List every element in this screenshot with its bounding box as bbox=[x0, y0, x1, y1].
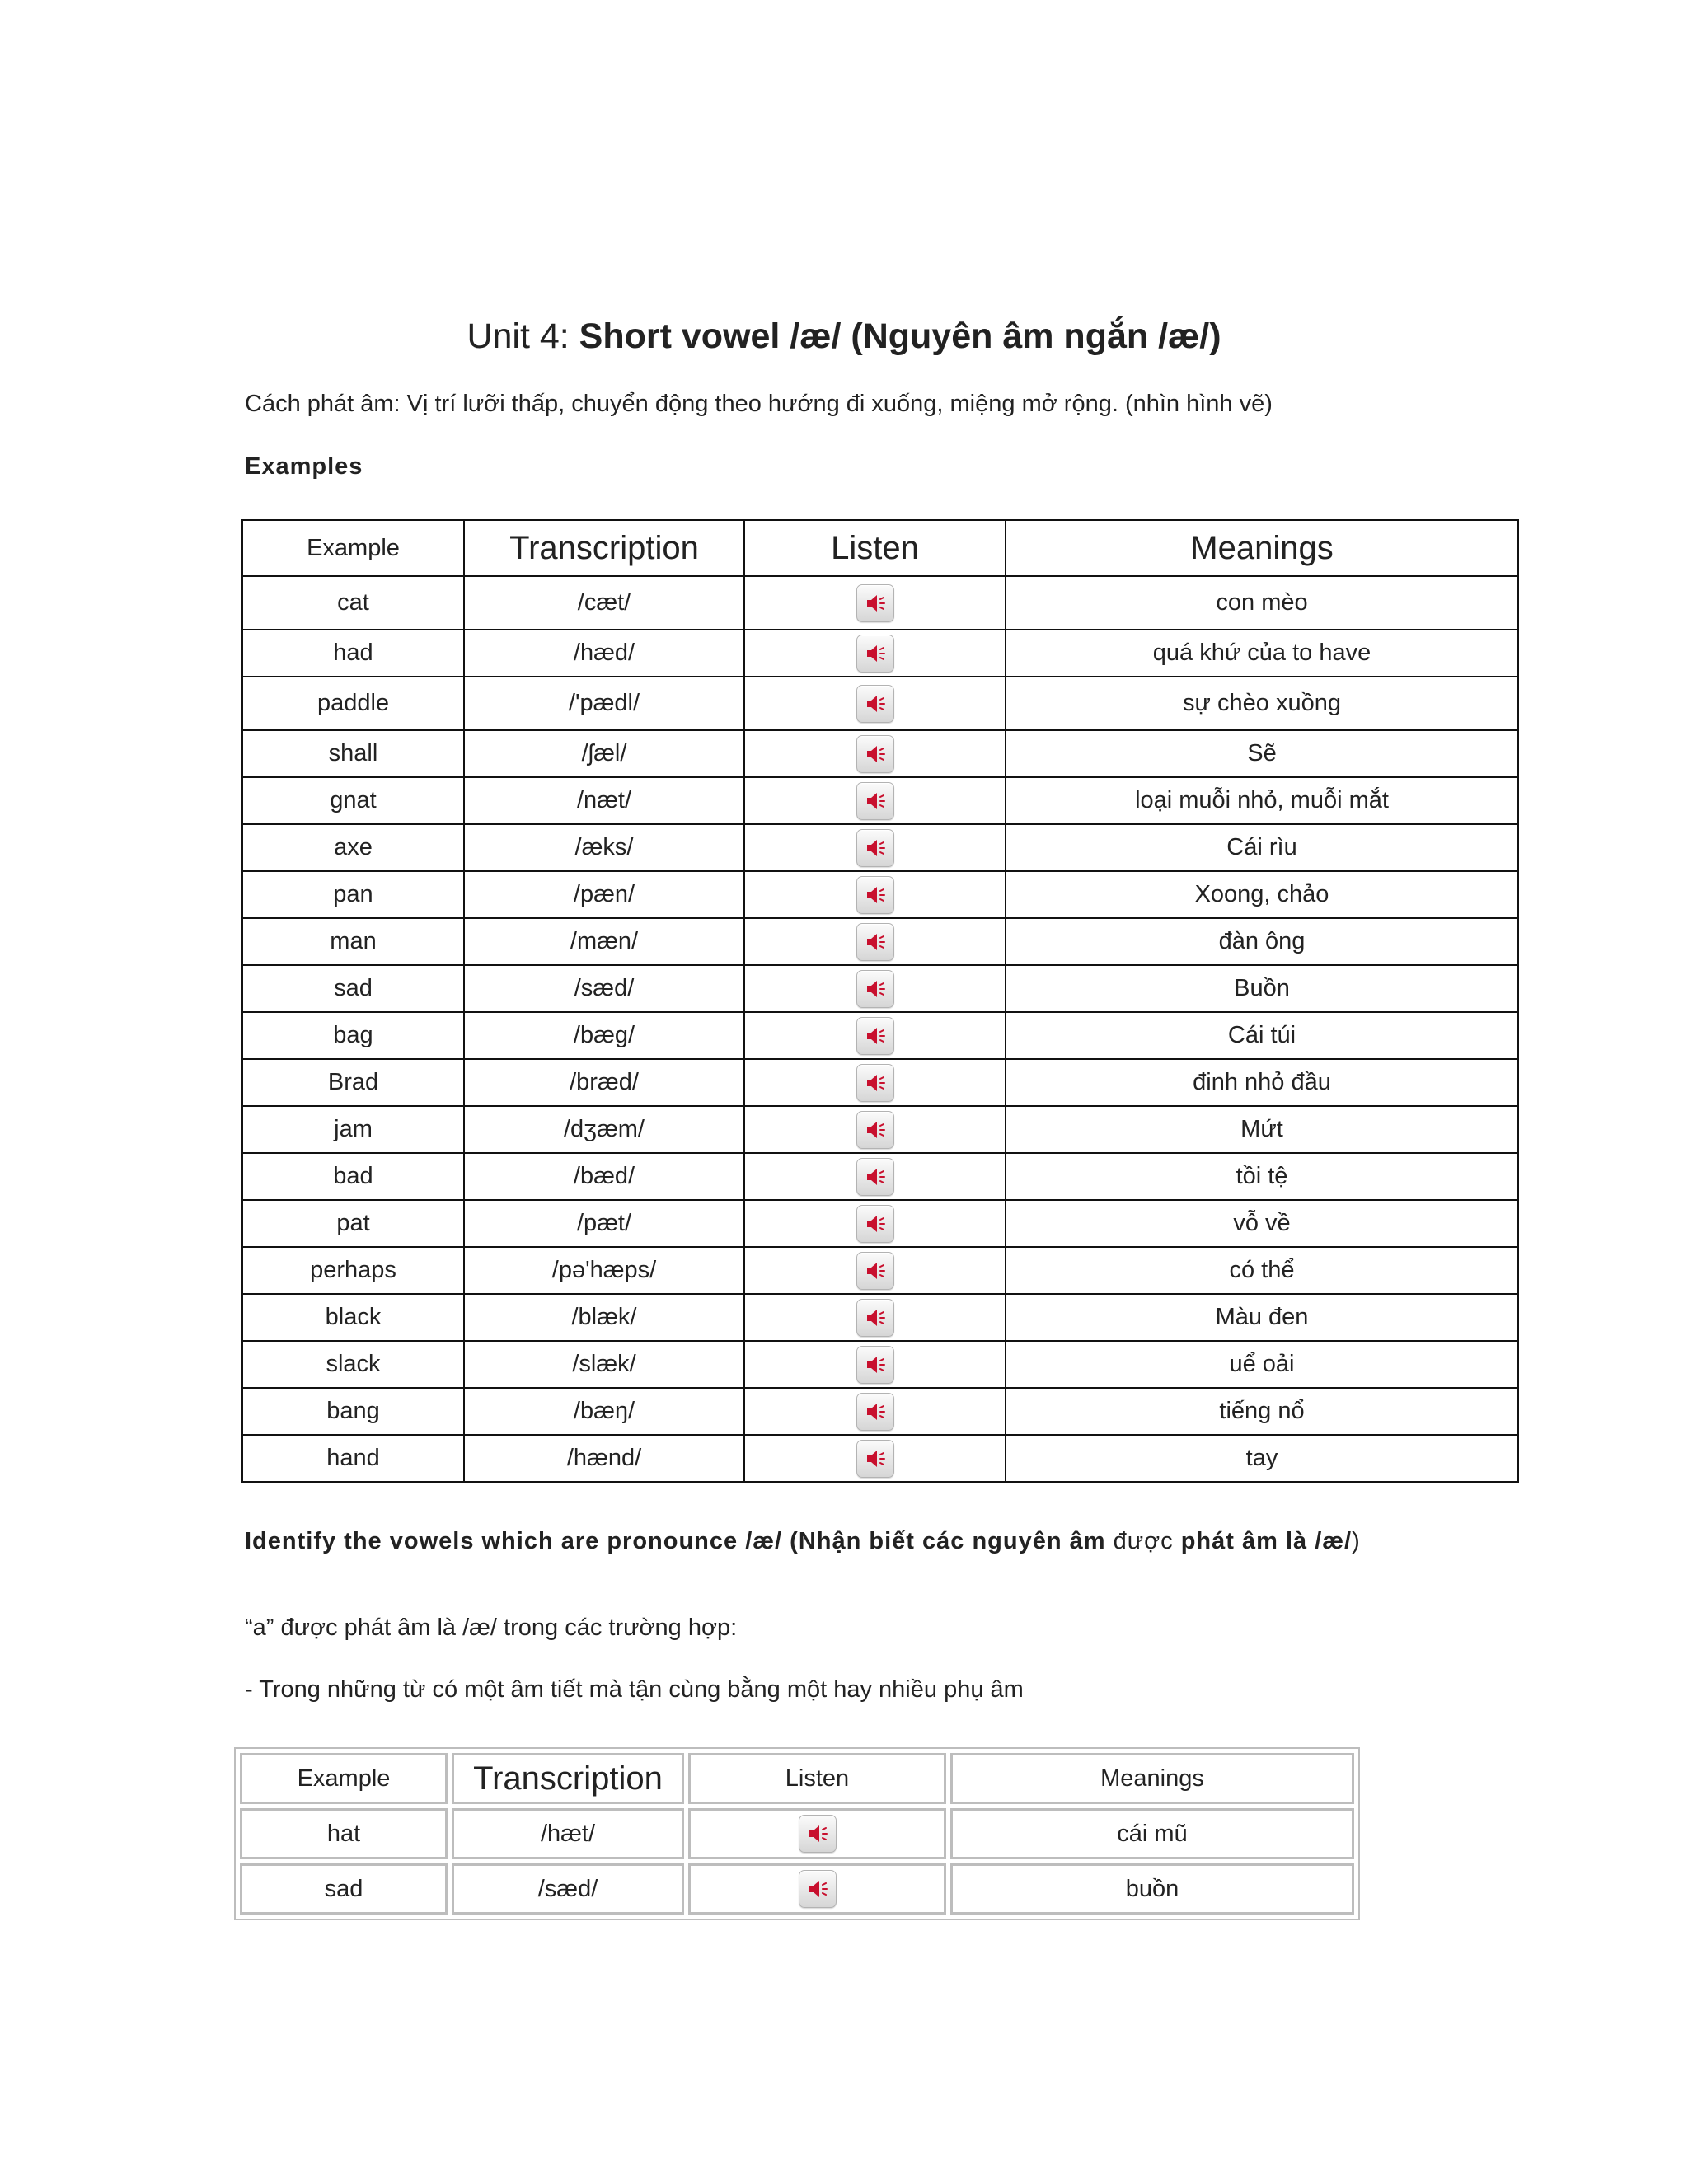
transcription: /hænd/ bbox=[464, 1435, 744, 1482]
meaning: uể oải bbox=[1006, 1341, 1518, 1388]
listen-button[interactable] bbox=[799, 1815, 837, 1853]
listen-cell bbox=[744, 1153, 1006, 1200]
meaning: có thể bbox=[1006, 1247, 1518, 1294]
transcription: /æks/ bbox=[464, 824, 744, 871]
rule-intro: “a” được phát âm là /æ/ trong các trường hợp: bbox=[245, 1615, 738, 1641]
listen-cell bbox=[744, 1012, 1006, 1059]
cases-header-meanings: Meanings bbox=[950, 1753, 1354, 1804]
listen-cell bbox=[744, 824, 1006, 871]
listen-button[interactable] bbox=[856, 1158, 894, 1196]
table-row bbox=[242, 824, 1518, 871]
listen-cell bbox=[744, 965, 1006, 1012]
title-main: Short vowel /æ/ (Nguyên âm ngắn /æ/) bbox=[579, 316, 1221, 356]
transcription: /pæn/ bbox=[464, 871, 744, 918]
listen-button[interactable] bbox=[856, 1252, 894, 1290]
example-word: shall bbox=[242, 730, 464, 777]
listen-button[interactable] bbox=[856, 735, 894, 773]
listen-cell bbox=[744, 1200, 1006, 1247]
speaker-icon bbox=[857, 971, 893, 1007]
page-title bbox=[0, 313, 1688, 359]
table-row bbox=[242, 1294, 1518, 1341]
table-row bbox=[242, 630, 1518, 677]
listen-cell bbox=[744, 630, 1006, 677]
transcription: /bæg/ bbox=[464, 1012, 744, 1059]
table-row bbox=[242, 1341, 1518, 1388]
identify-heading bbox=[245, 1525, 1361, 1558]
example-word: pat bbox=[242, 1200, 464, 1247]
listen-cell bbox=[744, 1388, 1006, 1435]
transcription: /bræd/ bbox=[464, 1059, 744, 1106]
meaning: đàn ông bbox=[1006, 918, 1518, 965]
example-word: slack bbox=[242, 1341, 464, 1388]
listen-button[interactable] bbox=[856, 1111, 894, 1149]
speaker-icon bbox=[857, 686, 893, 722]
meaning: quá khứ của to have bbox=[1006, 630, 1518, 677]
table-row bbox=[242, 1388, 1518, 1435]
speaker-icon bbox=[857, 1253, 893, 1289]
table-row bbox=[242, 1247, 1518, 1294]
speaker-icon bbox=[857, 1347, 893, 1383]
transcription: /næt/ bbox=[464, 777, 744, 824]
rule-1: - Trong những từ có một âm tiết mà tận cùng bằng một hay nhiều phụ âm bbox=[245, 1676, 1024, 1703]
table-row bbox=[242, 1153, 1518, 1200]
listen-cell bbox=[688, 1863, 946, 1915]
listen-button[interactable] bbox=[856, 970, 894, 1008]
meaning: tiếng nổ bbox=[1006, 1388, 1518, 1435]
listen-button[interactable] bbox=[856, 923, 894, 961]
meaning: Cái rìu bbox=[1006, 824, 1518, 871]
examples-heading: Examples bbox=[245, 453, 363, 480]
listen-button[interactable] bbox=[856, 635, 894, 673]
table-row bbox=[242, 730, 1518, 777]
example-word: paddle bbox=[242, 677, 464, 730]
speaker-icon bbox=[857, 635, 893, 672]
speaker-icon bbox=[857, 1394, 893, 1430]
transcription: /blæk/ bbox=[464, 1294, 744, 1341]
identify-heading-part-2: được bbox=[1113, 1528, 1174, 1554]
transcription: /cæt/ bbox=[464, 576, 744, 630]
cases-body bbox=[240, 1808, 1354, 1915]
speaker-icon bbox=[857, 1441, 893, 1477]
speaker-icon bbox=[857, 830, 893, 866]
examples-body bbox=[242, 576, 1518, 1482]
listen-cell bbox=[744, 871, 1006, 918]
meaning: Xoong, chảo bbox=[1006, 871, 1518, 918]
cases-header-row bbox=[240, 1753, 1354, 1804]
listen-button[interactable] bbox=[856, 1299, 894, 1337]
listen-button[interactable] bbox=[856, 1205, 894, 1243]
transcription: /dʒæm/ bbox=[464, 1106, 744, 1153]
listen-button[interactable] bbox=[856, 1017, 894, 1055]
table-row bbox=[240, 1808, 1354, 1859]
example-word: sad bbox=[240, 1863, 448, 1915]
table-row bbox=[242, 1012, 1518, 1059]
examples-header-row bbox=[242, 520, 1518, 576]
example-word: perhaps bbox=[242, 1247, 464, 1294]
listen-button[interactable] bbox=[799, 1870, 837, 1908]
examples-table bbox=[241, 519, 1519, 1483]
meaning: Mứt bbox=[1006, 1106, 1518, 1153]
pronunciation-intro: Cách phát âm: Vị trí lưỡi thấp, chuyển động theo hướng đi xuống, miệng mở rộng. (nhìn hình vẽ) bbox=[245, 391, 1273, 417]
listen-cell bbox=[744, 777, 1006, 824]
example-word: bag bbox=[242, 1012, 464, 1059]
meaning: tay bbox=[1006, 1435, 1518, 1482]
table-row bbox=[242, 1200, 1518, 1247]
transcription: /sæd/ bbox=[464, 965, 744, 1012]
listen-cell bbox=[744, 1059, 1006, 1106]
listen-button[interactable] bbox=[856, 876, 894, 914]
cases-header-example: Example bbox=[240, 1753, 448, 1804]
speaker-icon bbox=[857, 736, 893, 772]
header-transcription: Transcription bbox=[464, 520, 744, 576]
listen-cell bbox=[744, 1106, 1006, 1153]
transcription: /bæŋ/ bbox=[464, 1388, 744, 1435]
listen-cell bbox=[744, 730, 1006, 777]
meaning: Màu đen bbox=[1006, 1294, 1518, 1341]
listen-button[interactable] bbox=[856, 782, 894, 820]
example-word: had bbox=[242, 630, 464, 677]
listen-button[interactable] bbox=[856, 829, 894, 867]
example-word: pan bbox=[242, 871, 464, 918]
header-meanings: Meanings bbox=[1006, 520, 1518, 576]
table-row bbox=[242, 871, 1518, 918]
speaker-icon bbox=[857, 1206, 893, 1242]
identify-heading-part-3: phát âm là /æ/ bbox=[1173, 1528, 1353, 1554]
speaker-icon bbox=[857, 877, 893, 913]
table-row bbox=[242, 1059, 1518, 1106]
meaning: Buồn bbox=[1006, 965, 1518, 1012]
table-row bbox=[242, 965, 1518, 1012]
table-row bbox=[242, 1435, 1518, 1482]
header-example: Example bbox=[242, 520, 464, 576]
listen-button[interactable] bbox=[856, 1346, 894, 1384]
title-unit: Unit 4: bbox=[467, 316, 579, 356]
cases-header-transcription: Transcription bbox=[452, 1753, 684, 1804]
transcription: /bæd/ bbox=[464, 1153, 744, 1200]
identify-heading-part-1: Identify the vowels which are pronounce /æ/ (Nhận biết các nguyên âm bbox=[245, 1528, 1114, 1554]
example-word: bad bbox=[242, 1153, 464, 1200]
example-word: hat bbox=[240, 1808, 448, 1859]
listen-button[interactable] bbox=[856, 1393, 894, 1431]
table-row bbox=[242, 677, 1518, 730]
table-row bbox=[242, 576, 1518, 630]
cases-header-listen: Listen bbox=[688, 1753, 946, 1804]
header-listen: Listen bbox=[744, 520, 1006, 576]
speaker-icon bbox=[857, 924, 893, 960]
speaker-icon bbox=[857, 1300, 893, 1336]
meaning: cái mũ bbox=[950, 1808, 1354, 1859]
transcription: /slæk/ bbox=[464, 1341, 744, 1388]
meaning: tồi tệ bbox=[1006, 1153, 1518, 1200]
transcription: /hæd/ bbox=[464, 630, 744, 677]
speaker-icon bbox=[857, 783, 893, 819]
example-word: black bbox=[242, 1294, 464, 1341]
listen-cell bbox=[744, 677, 1006, 730]
speaker-icon bbox=[799, 1816, 836, 1852]
example-word: bang bbox=[242, 1388, 464, 1435]
meaning: buồn bbox=[950, 1863, 1354, 1915]
example-word: jam bbox=[242, 1106, 464, 1153]
table-row bbox=[242, 777, 1518, 824]
speaker-icon bbox=[857, 1065, 893, 1101]
transcription: /sæd/ bbox=[452, 1863, 684, 1915]
example-word: man bbox=[242, 918, 464, 965]
listen-cell bbox=[744, 918, 1006, 965]
transcription: /'pædl/ bbox=[464, 677, 744, 730]
example-word: axe bbox=[242, 824, 464, 871]
transcription: /pæt/ bbox=[464, 1200, 744, 1247]
transcription: /pə'hæps/ bbox=[464, 1247, 744, 1294]
identify-heading-part-4: ) bbox=[1352, 1528, 1361, 1554]
listen-button[interactable] bbox=[856, 1064, 894, 1102]
table-row bbox=[242, 918, 1518, 965]
transcription: /ʃæl/ bbox=[464, 730, 744, 777]
speaker-icon bbox=[857, 1159, 893, 1195]
speaker-icon bbox=[799, 1871, 836, 1907]
meaning: đinh nhỏ đầu bbox=[1006, 1059, 1518, 1106]
listen-cell bbox=[744, 1341, 1006, 1388]
example-word: cat bbox=[242, 576, 464, 630]
example-word: gnat bbox=[242, 777, 464, 824]
listen-cell bbox=[744, 1435, 1006, 1482]
example-word: sad bbox=[242, 965, 464, 1012]
meaning: sự chèo xuồng bbox=[1006, 677, 1518, 730]
example-word: hand bbox=[242, 1435, 464, 1482]
cases-table bbox=[234, 1747, 1360, 1920]
speaker-icon bbox=[857, 585, 893, 621]
listen-cell bbox=[688, 1808, 946, 1859]
listen-button[interactable] bbox=[856, 584, 894, 622]
meaning: Cái túi bbox=[1006, 1012, 1518, 1059]
transcription: /mæn/ bbox=[464, 918, 744, 965]
listen-cell bbox=[744, 1294, 1006, 1341]
listen-button[interactable] bbox=[856, 1440, 894, 1478]
meaning: Sẽ bbox=[1006, 730, 1518, 777]
listen-cell bbox=[744, 1247, 1006, 1294]
speaker-icon bbox=[857, 1018, 893, 1054]
listen-button[interactable] bbox=[856, 685, 894, 723]
meaning: loại muỗi nhỏ, muỗi mắt bbox=[1006, 777, 1518, 824]
table-row bbox=[240, 1863, 1354, 1915]
example-word: Brad bbox=[242, 1059, 464, 1106]
listen-cell bbox=[744, 576, 1006, 630]
transcription: /hæt/ bbox=[452, 1808, 684, 1859]
speaker-icon bbox=[857, 1112, 893, 1148]
table-row bbox=[242, 1106, 1518, 1153]
meaning: vỗ về bbox=[1006, 1200, 1518, 1247]
meaning: con mèo bbox=[1006, 576, 1518, 630]
